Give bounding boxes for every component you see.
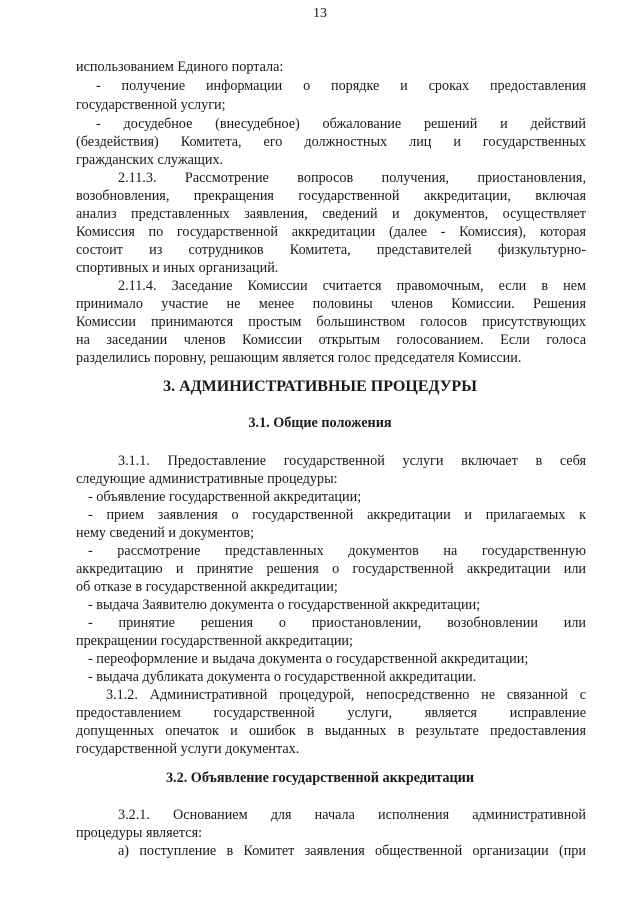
text-line: нему сведений и документов; <box>76 525 255 541</box>
text-line: разделились поровну, решающим является голос председателя Комиссии. <box>76 350 522 366</box>
text-line: возобновления, прекращения государственной аккредитации, включая <box>76 188 586 204</box>
text-line: состоит из сотрудников Комитета, представителей физкультурно- <box>76 242 586 258</box>
text-line: - принятие решения о приостановлении, возобновлении или <box>88 615 586 631</box>
subsection-heading: 3.1. Общие положения <box>248 415 392 431</box>
text-line: - объявление государственной аккредитации; <box>88 489 362 505</box>
page-number: 13 <box>313 6 327 21</box>
text-line: следующие административные процедуры: <box>76 471 338 487</box>
text-line: 2.11.4. Заседание Комиссии считается правомочным, если в нем <box>118 278 586 294</box>
section-heading: 3. АДМИНИСТРАТИВНЫЕ ПРОЦЕДУРЫ <box>163 378 477 395</box>
text-line: об отказе в государственной аккредитации; <box>76 579 338 595</box>
text-line: предоставлением государственной услуги, является исправление <box>76 705 586 721</box>
text-line: - выдача Заявителю документа о государственной аккредитации; <box>88 597 481 613</box>
text-line: гражданских служащих. <box>76 152 224 168</box>
text-line: - рассмотрение представленных документов на государственную <box>88 543 586 559</box>
text-line: аккредитацию и принятие решения о государственной аккредитации или <box>76 561 586 577</box>
text-line: принимало участие не менее половины членов Комиссии. Решения <box>76 296 586 312</box>
text-line: 3.2.1. Основанием для начала исполнения административной <box>118 807 586 823</box>
text-line: Комиссия по государственной аккредитации (далее - Комиссия), которая <box>76 224 586 240</box>
subsection-heading: 3.2. Объявление государственной аккредитации <box>165 770 475 786</box>
text-line: Комиссии принимаются простым большинством голосов присутствующих <box>76 314 586 330</box>
text-line: государственной услуги; <box>76 97 226 113</box>
text-line: спортивных и иных организаций. <box>76 260 279 276</box>
text-line: 3.1.1. Предоставление государственной услуги включает в себя <box>118 453 586 469</box>
text-line: (бездействия) Комитета, его должностных лиц и государственных <box>76 134 586 150</box>
text-line: - получение информации о порядке и сроках предоставления <box>96 78 586 94</box>
text-line: прекращении государственной аккредитации; <box>76 633 353 649</box>
text-line: процедуры является: <box>76 825 203 841</box>
text-line: анализ представленных заявления, сведений и документов, осуществляет <box>76 206 586 222</box>
text-line: использованием Единого портала: <box>76 59 284 75</box>
text-line: государственной услуги документах. <box>76 741 300 757</box>
text-line: - досудебное (внесудебное) обжалование решений и действий <box>96 116 586 132</box>
text-line: допущенных опечаток и ошибок в выданных в результате предоставления <box>76 723 586 739</box>
text-line: - прием заявления о государственной аккредитации и прилагаемых к <box>88 507 586 523</box>
text-line: - выдача дубликата документа о государственной аккредитации. <box>88 669 477 685</box>
text-line: на заседании членов Комиссии открытым голосованием. Если голоса <box>76 332 586 348</box>
text-line: - переоформление и выдача документа о государственной аккредитации; <box>88 651 529 667</box>
text-line: а) поступление в Комитет заявления общественной организации (при <box>118 843 586 859</box>
text-line: 2.11.3. Рассмотрение вопросов получения, приостановления, <box>118 170 586 186</box>
text-line: 3.1.2. Административной процедурой, непосредственно не связанной с <box>106 687 586 703</box>
